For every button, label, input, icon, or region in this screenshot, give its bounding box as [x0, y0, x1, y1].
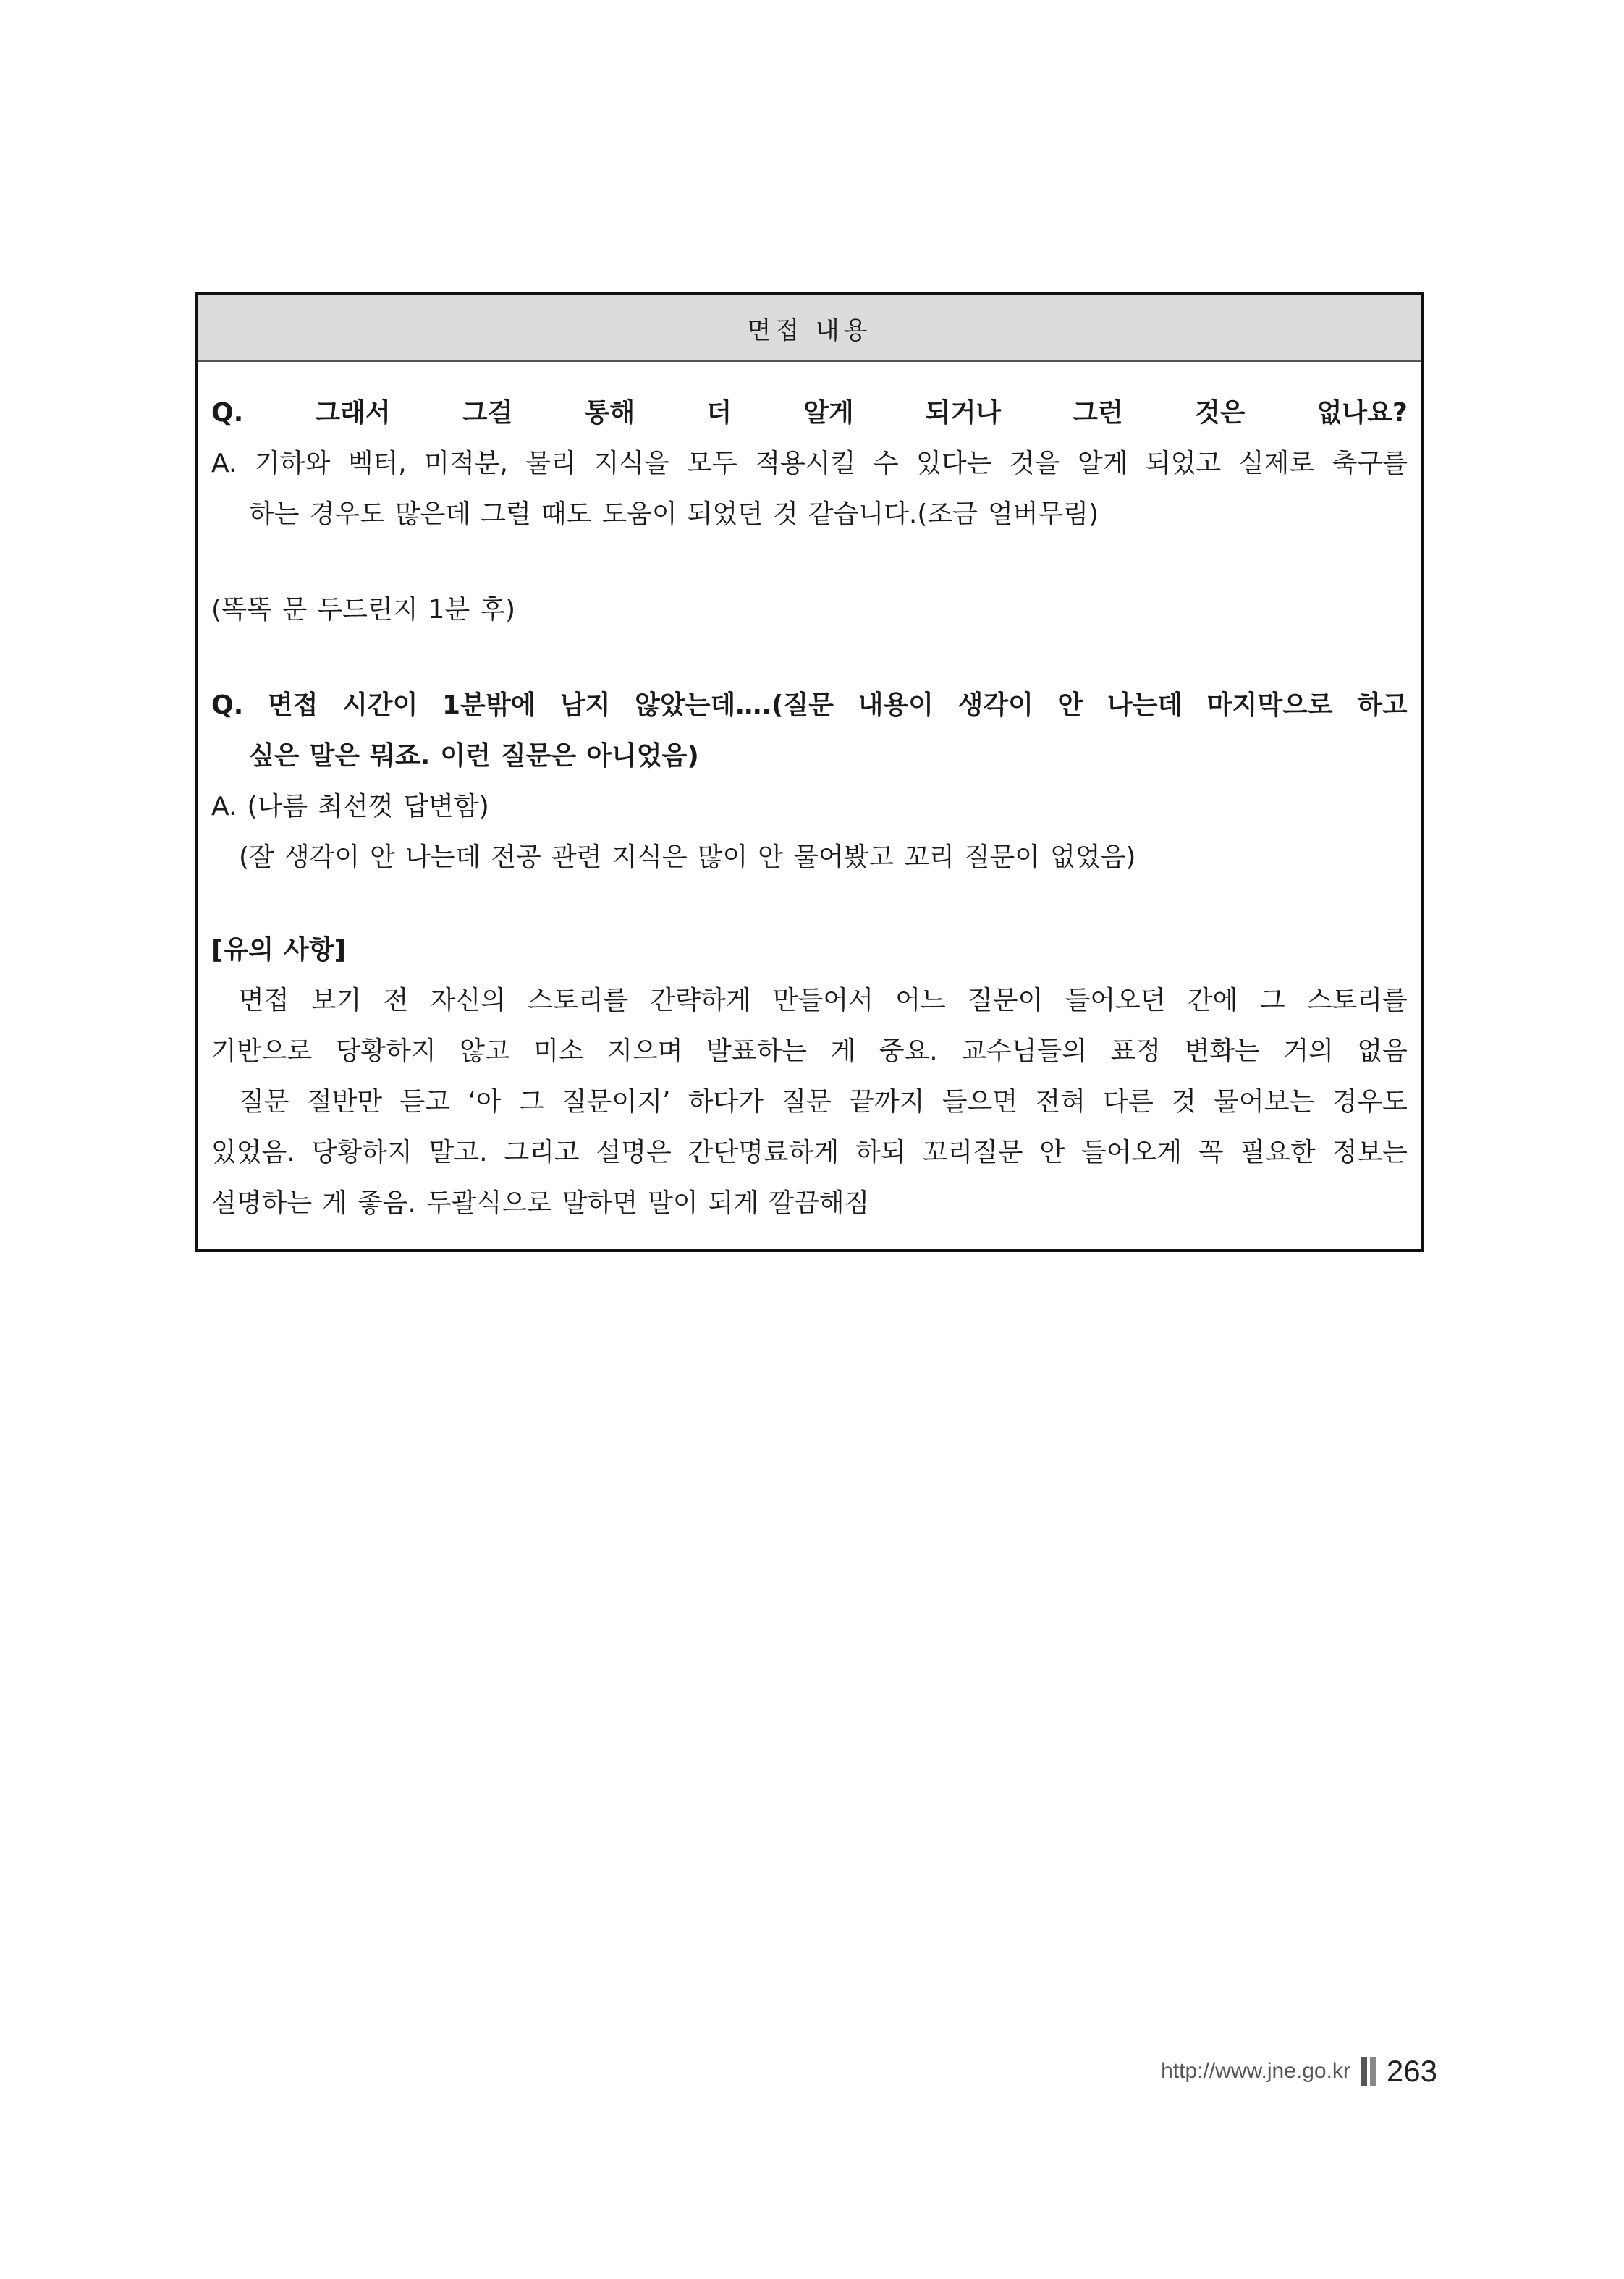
- footer-url: http://www.jne.go.kr: [1161, 2059, 1350, 2083]
- q2-question-line1: Q. 면접 시간이 1분밖에 남지 않았는데….(질문 내용이 생각이 안 나는데 마지막으로 하고: [211, 690, 1408, 720]
- notes-line5: 설명하는 게 좋음. 두괄식으로 말하면 말이 되게 깔끔해짐: [211, 1188, 870, 1218]
- interlude-text: (똑똑 문 두드린지 1분 후): [211, 595, 516, 625]
- notes-line4: 있었음. 당황하지 말고. 그리고 설명은 간단명료하게 하되 꼬리질문 안 들어오게 꼭 필요한 정보는: [211, 1138, 1408, 1167]
- q1-question: Q. 그래서 그걸 통해 더 알게 되거나 그런 것은 없나요?: [211, 398, 1408, 428]
- q1-answer-line2: 하는 경우도 많은데 그럴 때도 도움이 되었던 것 같습니다.(조금 얼버무림): [249, 499, 1099, 529]
- notes-title: [유의 사항]: [211, 935, 347, 965]
- footer-bar-icon: [1361, 2057, 1376, 2086]
- notes-line2: 기반으로 당황하지 않고 미소 지으며 발표하는 게 중요. 교수님들의 표정 변화는 거의 없음: [211, 1036, 1408, 1066]
- interview-content-box: [195, 292, 1424, 1252]
- box-header: 면접 내용: [198, 295, 1421, 362]
- box-body: [198, 362, 1421, 1229]
- q2-answer-line1: A. (나름 최선껏 답변함): [211, 792, 489, 821]
- q2-answer-line2: (잘 생각이 안 나는데 전공 관련 지식은 많이 안 물어봤고 꼬리 질문이 없었음): [239, 842, 1136, 872]
- page-number: 263: [1386, 2054, 1437, 2088]
- page-footer: [1161, 2054, 1437, 2089]
- q1-answer-line1: A. 기하와 벡터, 미적분, 물리 지식을 모두 적용시킬 수 있다는 것을 알게 되었고 실제로 축구를: [211, 449, 1408, 478]
- q2-question-line2: 싶은 말은 뭐죠. 이런 질문은 아니었음): [249, 741, 699, 771]
- notes-line3: 질문 절반만 듣고 ‘아 그 질문이지’ 하다가 질문 끝까지 들으면 전혀 다른 것 물어보는 경우도: [239, 1087, 1408, 1117]
- notes-line1: 면접 보기 전 자신의 스토리를 간략하게 만들어서 어느 질문이 들어오던 간에 그 스토리를: [239, 986, 1408, 1015]
